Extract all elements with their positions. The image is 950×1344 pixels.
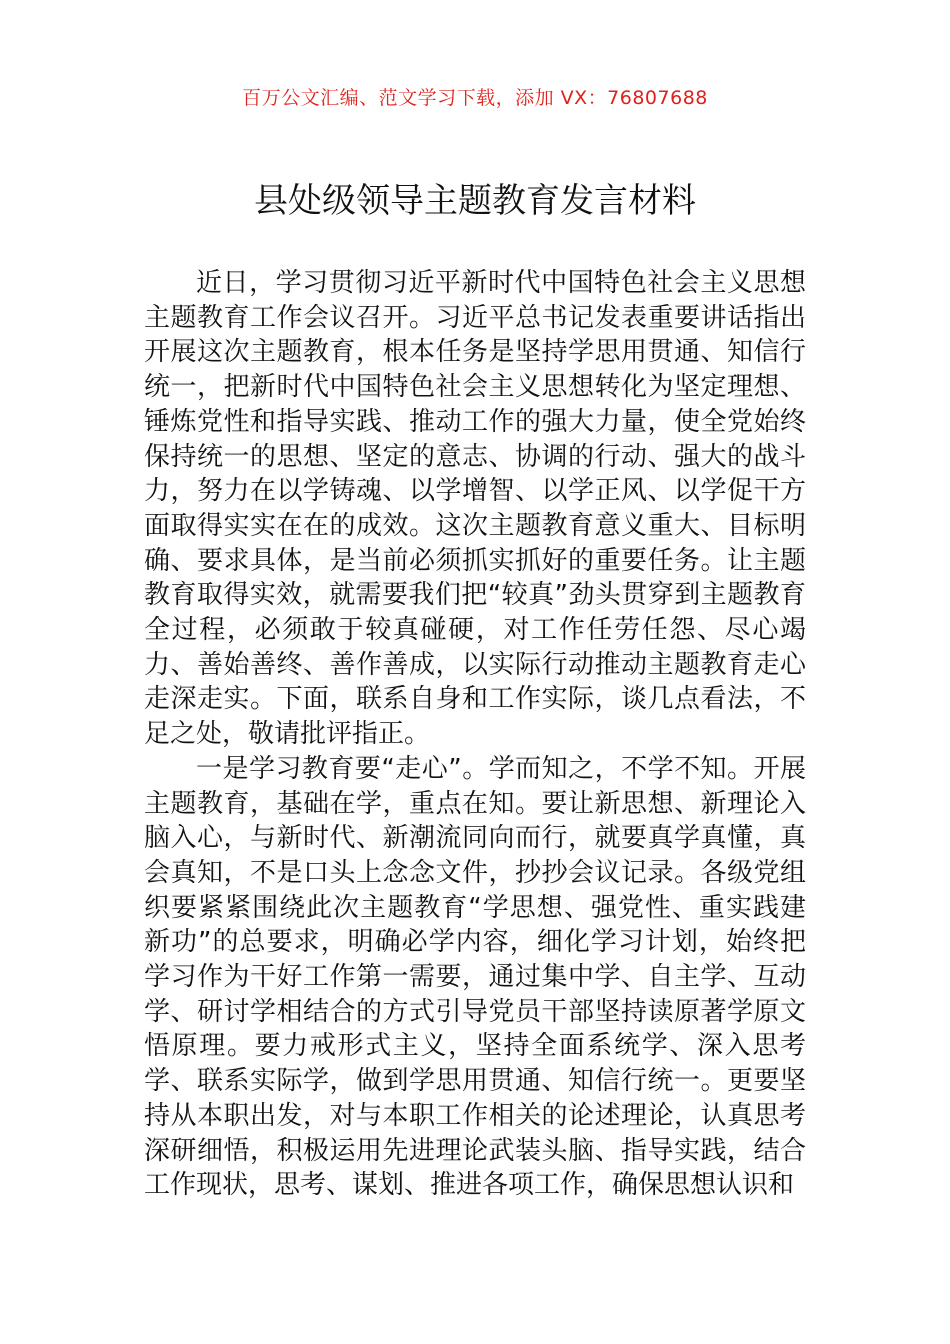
document-body — [144, 266, 806, 1203]
paragraph-point-one: 一是学习教育要“走心”。学而知之，不学不知。开展主题教育，基础在学，重点在知。要让新思想、新理论入脑入心，与新时代、新潮流同向而行，就要真学真懂，真会真知，不是口头上念念文件，抄抄会议记录。各级党组织要紧紧围绕此次主题教育“学思想、强党性、重实践建新功”的总要求，明确必学内容，细化学习计划，始终把学习作为干好工作第一需要，通过集中学、自主学、互动学、研讨学相结合的方式引导党员干部坚持读原著学原文悟原理。要力戒形式主义，坚持全面系统学、深入思考学、联系实际学，做到学思用贯通、知信行统一。更要坚持从本职出发，对与本职工作相关的论述理论，认真思考深研细悟，积极运用先进理论武装头脑、指导实践，结合工作现状，思考、谋划、推进各项工作，确保思想认识和 — [144, 753, 806, 1201]
paragraph-introduction: 近日，学习贯彻习近平新时代中国特色社会主义思想主题教育工作会议召开。习近平总书记发表重要讲话指出开展这次主题教育，根本任务是坚持学思用贯通、知信行统一，把新时代中国特色社会主义思想转化为坚定理想、锤炼党性和指导实践、推动工作的强大力量，使全党始终保持统一的思想、坚定的意志、协调的行动、强大的战斗力，努力在以学铸魂、以学增智、以学正风、以学促干方面取得实实在在的成效。这次主题教育意义重大、目标明确、要求具体，是当前必须抓实抓好的重要任务。让主题教育取得实效，就需要我们把“较真”劲头贯穿到主题教育全过程，必须敢于较真碰硬，对工作任劳任怨、尽心竭力、善始善终、善作善成，以实际行动推动主题教育走心走深走实。下面，联系自身和工作实际，谈几点看法，不足之处，敬请批评指正。 — [144, 268, 806, 750]
document-title: 县处级领导主题教育发言材料 — [254, 181, 696, 221]
watermark-note: 百万公文汇编、范文学习下载，添加 VX：76807688 — [242, 87, 708, 109]
